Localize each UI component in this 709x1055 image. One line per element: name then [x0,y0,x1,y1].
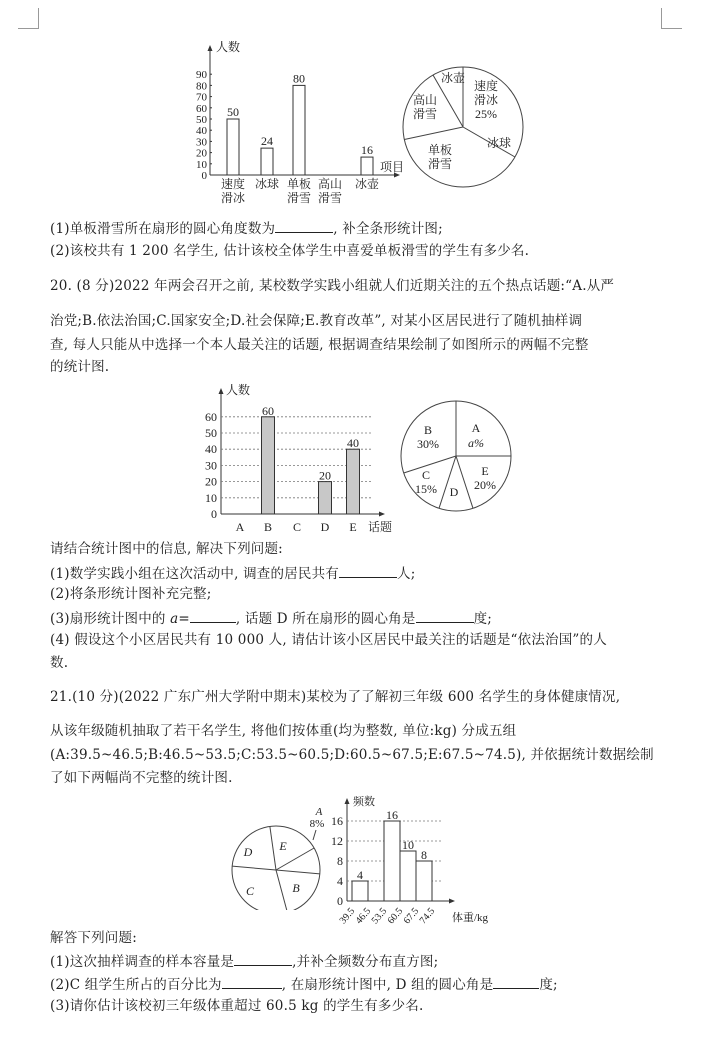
pie-slice-label: 8% [309,818,325,830]
leader-line [313,830,316,840]
answer-blank[interactable] [190,608,236,623]
q20-question-1 [50,563,415,583]
bar [227,119,239,175]
y-tick-label: 80 [196,80,207,93]
q20-question-3 [50,608,492,628]
y-tick-label: 40 [205,442,217,457]
answer-blank[interactable] [275,218,333,233]
y-tick-label: 60 [205,409,217,424]
y-tick-label: 70 [196,91,207,104]
q20-pie-chart [397,397,515,515]
x-tick-label: 滑冰 [220,191,246,205]
q20-prompt: 请结合统计图中的信息, 解决下列问题: [50,541,283,557]
bar [347,449,360,514]
q21-q2-text: (2)C 组学生所占的百分比为 [50,977,222,993]
pie-slice-label: E [481,464,489,478]
histogram-bar [400,851,416,901]
bar [293,85,305,175]
x-tick-label: D [320,520,330,533]
pie-slice-label: 25% [475,107,497,121]
pie-slice-label: E [279,839,287,853]
x-axis-arrow [449,899,455,904]
y-tick-label: 20 [205,474,217,489]
bar-value-label: 8 [421,848,427,862]
q19-pie-chart [398,62,528,192]
pie-slice-label: 速度 [473,79,499,93]
bar [319,482,332,514]
x-tick-label: 60.5 [385,905,406,927]
pie-slice-label: 高山 [412,93,438,107]
bar-value-label: 60 [262,403,274,418]
y-axis-arrow [208,45,213,51]
bar-value-label: 80 [293,71,305,86]
x-tick-label: 单板 [286,177,312,191]
bar [361,157,373,175]
bar-value-label: 24 [261,134,273,149]
q21-intro-line-2: 从该年级随机抽取了若干名学生, 将他们按体重(均为整数, 单位:kg) 分成五组 [50,723,517,739]
pie-slice-label: 15% [415,482,437,496]
bar-value-label: 50 [227,105,239,119]
y-tick-label: 0 [337,894,343,908]
x-tick-label: 74.5 [417,905,438,927]
y-axis-label: 人数 [226,383,251,397]
bar-value-label: 20 [319,468,331,483]
q21-intro-line-3: (A:39.5~46.5;B:46.5~53.5;C:53.5~60.5;D:60.5~67.5;E:67.5~74.5), 并依据统计数据绘制 [50,747,654,763]
q20-question-4a: (4) 假设这个小区居民共有 10 000 人, 请估计该小区居民中最关注的话题是“依法治国”的人 [50,632,607,648]
x-tick-label: 39.5 [337,905,358,927]
page-corner-mark-top-right [661,8,682,29]
q21-q1-text: (1)这次抽样调查的样本容量是 [50,954,235,970]
y-axis-label: 人数 [216,40,241,54]
q20-q3-text: (3)扇形统计图中的 [50,611,171,627]
variable-a: a [170,611,179,627]
answer-blank[interactable] [416,608,474,623]
equals-sign: = [178,611,190,627]
y-tick-label: 50 [205,426,217,440]
answer-blank[interactable] [339,563,397,578]
y-tick-label: 12 [331,834,343,848]
x-tick-label: 67.5 [401,905,422,927]
q20-q3-text-mid: , 话题 D 所在扇形的圆心角是 [235,611,416,627]
pie-slice-label: 滑雪 [427,157,453,171]
x-tick-label: 高山 [317,177,343,191]
x-axis-label: 话题 [368,520,393,533]
q21-question-3: (3)请你估计该校初三年级体重超过 60.5 kg 的学生有多少名. [50,998,424,1014]
q20-intro-line-2: 治党;B.依法治国;C.国家安全;D.社会保障;E.教育改革”, 对某小区居民进行了随机抽样调 [50,313,583,329]
bar-value-label: 10 [402,838,414,852]
pie-slice-label: B [423,423,433,437]
page-corner-mark-top-left [18,8,39,29]
q20-intro-line-1: 20. (8 分)2022 年两会召开之前, 某校数学实践小组就人们近期关注的五个热点话题:“A.从严 [50,278,615,294]
x-axis-label: 体重/kg [452,912,489,924]
q20-bar-chart [195,378,405,533]
pie-slice-label: A [315,806,323,818]
y-tick-label: 8 [337,854,343,868]
pie-slice-label: 单板 [427,143,453,157]
y-tick-label: 40 [196,125,207,138]
q21-question-2 [50,974,558,994]
y-tick-label: 50 [196,114,207,126]
y-tick-label: 4 [337,874,343,888]
y-axis-label: 频数 [353,796,375,808]
q21-q2-text-mid: , 在扇形统计图中, D 组的圆心角是 [281,977,494,993]
x-tick-label: 冰球 [254,177,280,191]
q21-question-1 [50,951,438,971]
y-tick-label: 10 [196,158,207,171]
x-tick-label: C [292,520,302,533]
pie-slice-label: 30% [417,437,439,451]
x-tick-label: 速度 [220,177,246,191]
y-axis-arrow [345,798,350,804]
x-axis-label: 项目 [380,160,405,174]
bar-value-label: 40 [347,436,359,451]
x-tick-label: B [263,520,273,533]
x-axis-arrow [379,512,385,517]
histogram-bar [352,881,368,901]
q20-intro-line-3: 查, 每人只能从中选择一个本人最关注的话题, 根据调查结果绘制了如图所示的两幅不完整 [50,337,589,353]
bar-value-label: 16 [386,808,398,822]
y-tick-label: 10 [205,490,217,505]
histogram-bar [384,821,400,901]
y-tick-label: 90 [196,69,207,82]
q21-intro-line-1: 21.(10 分)(2022 广东广州大学附中期末)某校为了了解初三年级 600 名学生的身体健康情况, [50,689,621,705]
pie-slice-label: 冰壶 [440,71,466,85]
x-tick-label: 46.5 [353,905,374,927]
q19-bar-chart [190,35,410,215]
q19-q1-text: (1)单板滑雪所在扇形的圆心角度数为 [50,221,276,237]
y-tick-label: 20 [196,147,207,160]
pie-slice-label: D [449,485,459,499]
q19-question-1 [50,218,443,238]
q20-q3-text-end: 度; [473,611,493,627]
answer-blank[interactable] [493,974,539,989]
pie-slice-label: 20% [474,478,496,492]
q20-intro-line-4: 的统计图. [50,359,110,375]
q20-question-2: (2)将条形统计图补充完整; [50,586,212,602]
answer-blank[interactable] [222,974,282,989]
y-tick-label: 60 [196,102,207,115]
q21-q2-text-end: 度; [539,977,558,993]
pie-slice-label: a% [468,436,484,450]
y-tick-label: 0 [201,170,207,182]
q20-q1-text: (1)数学实践小组在这次活动中, 调查的居民共有 [50,566,340,582]
q20-question-4b: 数. [50,655,69,671]
answer-blank[interactable] [234,951,292,966]
pie-slice-label: 滑冰 [473,93,499,107]
y-tick-label: 0 [211,507,217,521]
q21-q1-text-end: ,并补全频数分布直方图; [292,954,439,970]
pie-slice-label: A [471,421,481,435]
x-tick-label: 53.5 [369,905,390,927]
pie-slice-label: B [292,881,300,895]
y-tick-label: 30 [205,458,217,473]
pie-slice-label: C [245,884,255,898]
y-tick-label: 16 [331,814,343,828]
x-tick-label: 滑雪 [286,191,312,205]
q20-q1-text-end: 人; [397,566,416,582]
histogram-bar [416,861,432,901]
y-axis-arrow [219,388,224,394]
x-tick-label: 滑雪 [317,191,343,205]
bar [261,148,273,175]
x-tick-label: A [235,520,245,533]
pie-slice-label: 冰球 [486,136,512,150]
q19-q1-text-end: , 补全条形统计图; [333,221,443,237]
pie-slice-label: D [243,845,253,859]
pie-slice-label: C [421,468,431,482]
x-tick-label: E [349,520,357,533]
q19-question-2: (2)该校共有 1 200 名学生, 估计该校全体学生中喜爱单板滑雪的学生有多少名. [50,243,530,259]
q21-intro-line-4: 了如下两幅尚不完整的统计图. [50,770,233,786]
bar-value-label: 16 [361,143,373,158]
q21-histogram [322,788,497,928]
q21-prompt: 解答下列问题: [50,930,137,946]
x-tick-label: 冰壶 [354,177,380,191]
pie-slice-label: 滑雪 [412,107,438,121]
bar-value-label: 4 [357,868,363,882]
y-tick-label: 30 [196,136,207,149]
bar [262,417,275,514]
